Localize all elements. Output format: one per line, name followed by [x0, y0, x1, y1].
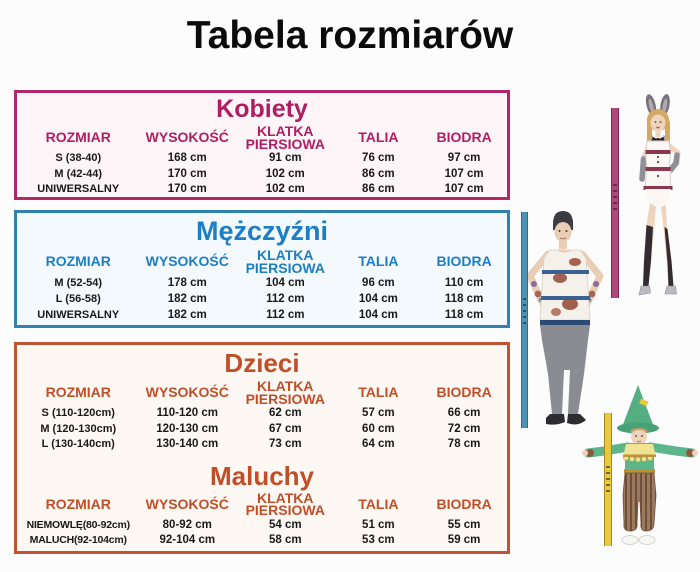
table-cell: 73 cm — [268, 438, 302, 450]
table-cell: 58 cm — [268, 534, 302, 546]
row-label: M (120-130cm) — [40, 422, 117, 435]
table-cell: 59 cm — [447, 534, 481, 546]
column-header-rozmiar: ROZMIAR — [45, 253, 111, 270]
children-table-title: Dzieci — [224, 348, 300, 378]
table-cell: 170 cm — [167, 183, 207, 195]
table-cell: 170 cm — [167, 167, 207, 180]
column-header-rozmiar: ROZMIAR — [45, 384, 111, 401]
row-label: S (38-40) — [55, 152, 102, 164]
table-cell: 182 cm — [167, 309, 207, 321]
table-row — [17, 275, 507, 291]
table-header-row — [17, 248, 507, 275]
column-header-biodra: BIODRA — [436, 384, 492, 401]
column-header-talia: TALIA — [358, 129, 399, 146]
column-header-wysokosc: WYSOKOŚĆ — [145, 495, 229, 512]
table-cell: 182 cm — [167, 293, 207, 305]
table-row — [17, 533, 507, 549]
column-header-wysokosc: WYSOKOŚĆ — [145, 384, 229, 401]
table-cell: 112 cm — [266, 309, 305, 321]
table-cell: 104 cm — [358, 293, 398, 305]
table-cell: 118 cm — [444, 293, 484, 305]
row-label: UNIWERSALNY — [37, 309, 120, 321]
table-row — [17, 151, 507, 167]
table-cell: 91 cm — [268, 152, 302, 164]
column-header-wysokosc: WYSOKOŚĆ — [145, 129, 229, 146]
table-cell: 104 cm — [358, 309, 398, 321]
women-table-title: Kobiety — [216, 95, 308, 123]
table-cell: 66 cm — [447, 407, 481, 419]
table-cell: 110-120 cm — [156, 407, 218, 419]
women-size-table — [14, 90, 510, 200]
table-cell: 64 cm — [362, 438, 395, 450]
table-cell: 112 cm — [266, 293, 305, 305]
table-cell: 168 cm — [167, 152, 207, 164]
column-header-klatka-piersiowa: KLATKA PIERSIOWA — [245, 123, 325, 152]
table-row — [17, 422, 507, 438]
table-cell: 107 cm — [444, 183, 484, 195]
table-row — [17, 291, 507, 307]
table-row — [17, 518, 507, 534]
table-cell: 102 cm — [265, 183, 305, 195]
table-cell: 76 cm — [362, 152, 395, 164]
table-cell: 107 cm — [444, 167, 484, 180]
table-cell: 62 cm — [268, 407, 302, 419]
measuring-stick-pink — [611, 108, 619, 298]
table-cell: 51 cm — [362, 518, 395, 531]
table-row — [17, 307, 507, 323]
measuring-stick-yellow — [604, 413, 612, 546]
row-label: S (110-120cm) — [41, 407, 115, 419]
table-cell: 72 cm — [447, 422, 481, 435]
table-cell: 78 cm — [447, 438, 481, 450]
column-header-rozmiar: ROZMIAR — [45, 129, 111, 146]
column-header-biodra: BIODRA — [436, 253, 492, 270]
table-cell: 55 cm — [447, 518, 481, 531]
table-cell: 67 cm — [268, 422, 302, 435]
men-table-title: Mężczyźni — [195, 216, 329, 246]
table-cell: 110 cm — [444, 277, 484, 289]
column-header-klatka-piersiowa: KLATKA PIERSIOWA — [245, 378, 325, 407]
table-cell: 97 cm — [447, 152, 481, 164]
row-label: MALUCH(92-104cm) — [29, 534, 127, 546]
child-gnome-costume-figure — [580, 383, 700, 552]
table-row — [17, 167, 507, 183]
table-row — [17, 406, 507, 422]
table-cell: 118 cm — [444, 309, 484, 321]
column-header-rozmiar: ROZMIAR — [45, 495, 111, 512]
page-title: Tabela rozmiarów — [186, 14, 514, 57]
toddlers-table-title: Maluchy — [209, 460, 315, 491]
table-cell: 86 cm — [362, 183, 395, 195]
row-label: M (52-54) — [54, 277, 103, 289]
table-cell: 80-92 cm — [162, 518, 212, 531]
column-header-talia: TALIA — [358, 253, 399, 270]
measuring-stick-teal — [521, 212, 528, 428]
table-header-row — [17, 379, 507, 406]
column-header-wysokosc: WYSOKOŚĆ — [145, 253, 229, 270]
row-label: L (56-58) — [55, 293, 101, 305]
children-size-table — [14, 342, 510, 554]
table-row — [17, 437, 507, 453]
table-cell: 104 cm — [265, 277, 305, 289]
row-label: NIEMOWLĘ(80-92cm) — [26, 518, 130, 531]
table-cell: 57 cm — [362, 407, 395, 419]
row-label: L (130-140cm) — [41, 438, 115, 450]
table-cell: 54 cm — [268, 518, 302, 531]
table-cell: 130-140 cm — [156, 438, 219, 450]
column-header-biodra: BIODRA — [436, 495, 492, 512]
column-header-klatka-piersiowa: KLATKA PIERSIOWA — [245, 247, 325, 276]
pointed-hat-icon — [617, 385, 659, 434]
row-label: M (42-44) — [54, 167, 103, 180]
table-cell: 178 cm — [167, 277, 207, 289]
men-size-table — [14, 210, 510, 328]
table-header-row — [17, 124, 507, 151]
row-label: UNIWERSALNY — [37, 183, 120, 195]
column-header-talia: TALIA — [358, 384, 399, 401]
table-cell: 102 cm — [265, 167, 305, 180]
column-header-talia: TALIA — [358, 495, 399, 512]
table-cell: 120-130 cm — [156, 422, 219, 435]
table-cell: 96 cm — [362, 277, 395, 289]
table-header-row — [17, 491, 507, 518]
table-cell: 86 cm — [362, 167, 395, 180]
column-header-klatka-piersiowa: KLATKA PIERSIOWA — [245, 489, 325, 518]
table-cell: 60 cm — [362, 422, 395, 435]
column-header-biodra: BIODRA — [436, 129, 492, 146]
ruffled-collar — [623, 444, 656, 462]
table-cell: 92-104 cm — [159, 534, 216, 546]
table-row — [17, 182, 507, 198]
table-cell: 53 cm — [362, 534, 395, 546]
